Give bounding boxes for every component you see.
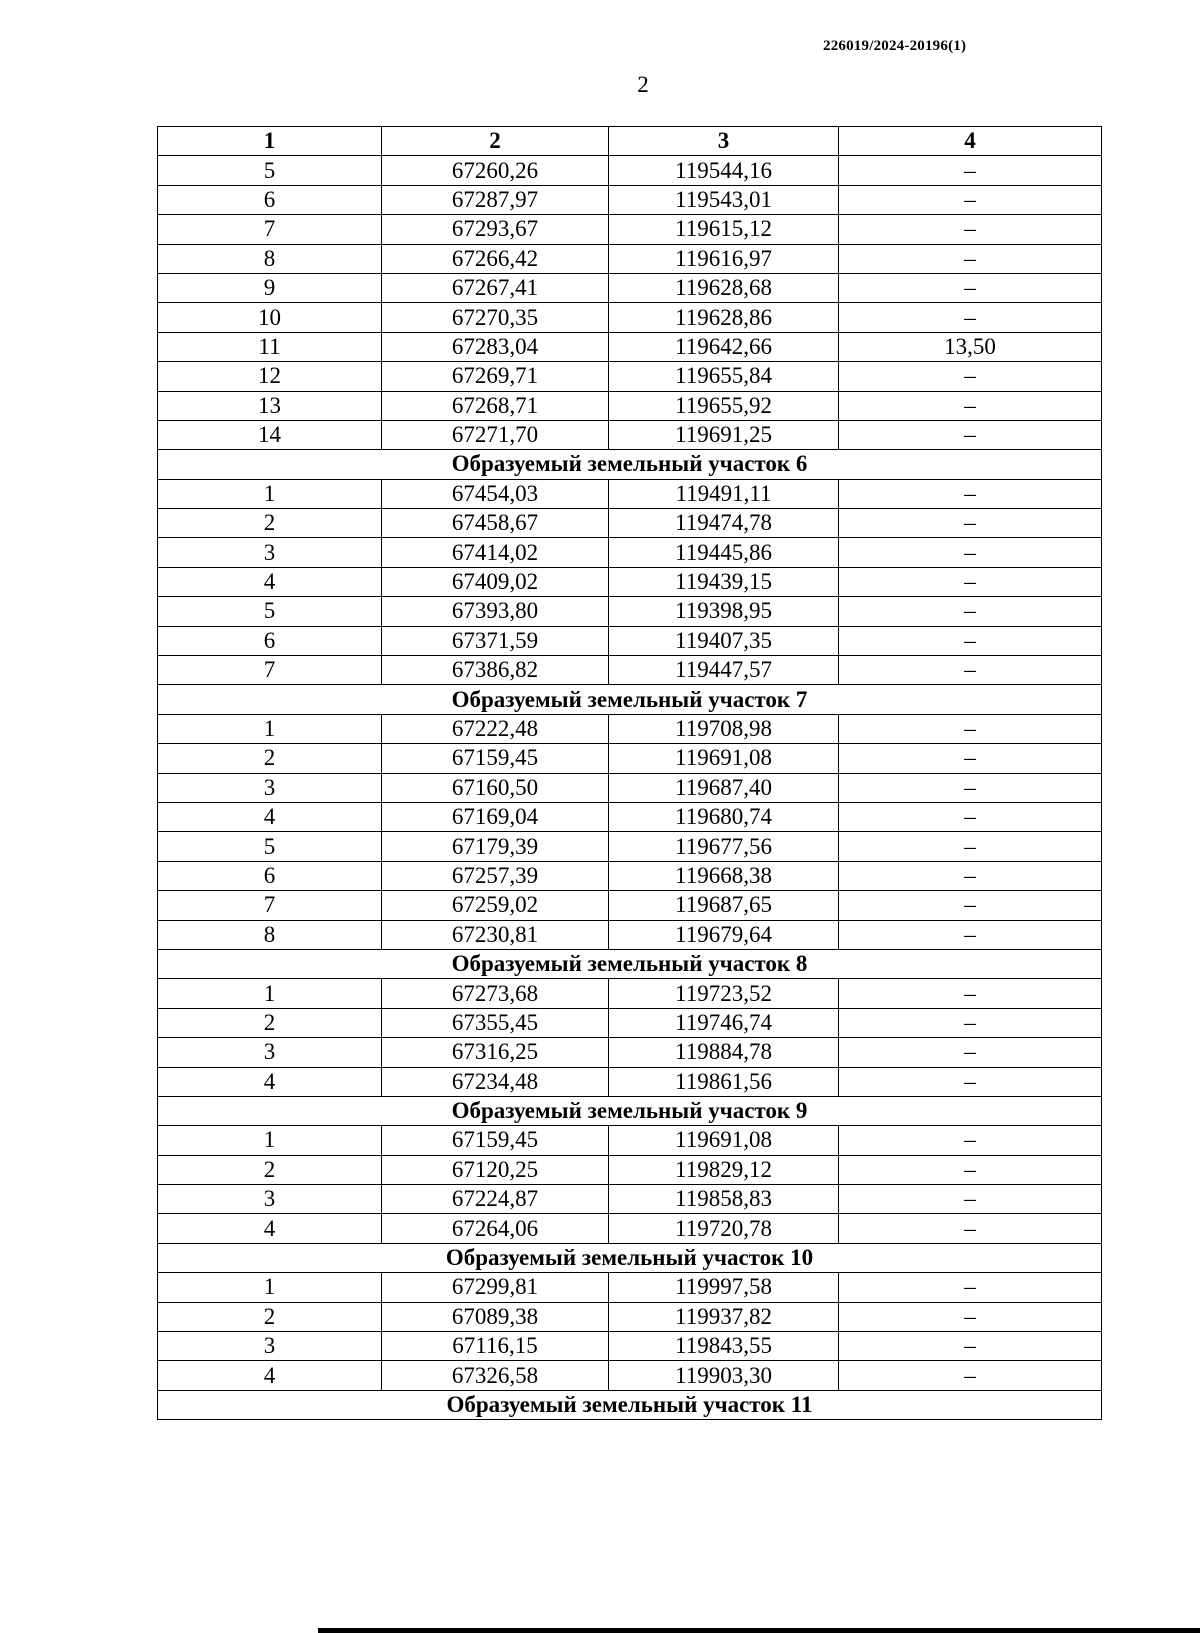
cell-extra: – (839, 1185, 1102, 1214)
cell-x-coordinate: 67268,71 (382, 391, 609, 420)
cell-extra: – (839, 920, 1102, 949)
table-row (158, 479, 1102, 508)
table-row (158, 185, 1102, 214)
table-row (158, 832, 1102, 861)
table-row (158, 1067, 1102, 1096)
cell-point-number: 4 (158, 567, 382, 596)
cell-point-number: 1 (158, 979, 382, 1008)
table-row (158, 156, 1102, 185)
cell-x-coordinate: 67316,25 (382, 1038, 609, 1067)
cell-y-coordinate: 119616,97 (609, 244, 839, 273)
table-row (158, 567, 1102, 596)
cell-extra: – (839, 861, 1102, 890)
column-header-extra: 4 (839, 127, 1102, 156)
cell-y-coordinate: 119723,52 (609, 979, 839, 1008)
table-row (158, 362, 1102, 391)
cell-x-coordinate: 67458,67 (382, 509, 609, 538)
cell-extra: – (839, 244, 1102, 273)
table-row (158, 391, 1102, 420)
cell-y-coordinate: 119903,30 (609, 1361, 839, 1390)
cell-extra: 13,50 (839, 332, 1102, 361)
cell-extra: – (839, 597, 1102, 626)
table-row (158, 215, 1102, 244)
cell-x-coordinate: 67293,67 (382, 215, 609, 244)
cell-y-coordinate: 119843,55 (609, 1332, 839, 1361)
cell-x-coordinate: 67287,97 (382, 185, 609, 214)
cell-x-coordinate: 67259,02 (382, 891, 609, 920)
cell-point-number: 1 (158, 1126, 382, 1155)
cell-y-coordinate: 119937,82 (609, 1302, 839, 1331)
cell-extra: – (839, 1038, 1102, 1067)
table-header-row (158, 127, 1102, 156)
cell-y-coordinate: 119668,38 (609, 861, 839, 890)
cell-x-coordinate: 67371,59 (382, 626, 609, 655)
cell-x-coordinate: 67222,48 (382, 714, 609, 743)
cell-x-coordinate: 67230,81 (382, 920, 609, 949)
cell-point-number: 4 (158, 1361, 382, 1390)
table-row (158, 920, 1102, 949)
cell-extra: – (839, 891, 1102, 920)
cell-y-coordinate: 119687,40 (609, 773, 839, 802)
table-row (158, 1155, 1102, 1184)
section-title: Образуемый земельный участок 7 (158, 685, 1102, 714)
cell-x-coordinate: 67234,48 (382, 1067, 609, 1096)
table-body (158, 156, 1102, 1420)
cell-point-number: 4 (158, 1067, 382, 1096)
cell-x-coordinate: 67260,26 (382, 156, 609, 185)
table-row (158, 773, 1102, 802)
cell-extra: – (839, 1067, 1102, 1096)
cell-x-coordinate: 67269,71 (382, 362, 609, 391)
cell-extra: – (839, 185, 1102, 214)
cell-y-coordinate: 119829,12 (609, 1155, 839, 1184)
column-header-x: 2 (382, 127, 609, 156)
section-row (158, 1096, 1102, 1125)
table-row (158, 509, 1102, 538)
cell-point-number: 5 (158, 832, 382, 861)
cell-extra: – (839, 1126, 1102, 1155)
section-title: Образуемый земельный участок 11 (158, 1390, 1102, 1419)
cell-x-coordinate: 67414,02 (382, 538, 609, 567)
section-title: Образуемый земельный участок 9 (158, 1096, 1102, 1125)
cell-x-coordinate: 67271,70 (382, 420, 609, 449)
cell-point-number: 13 (158, 391, 382, 420)
cell-point-number: 2 (158, 509, 382, 538)
cell-x-coordinate: 67089,38 (382, 1302, 609, 1331)
cell-x-coordinate: 67179,39 (382, 832, 609, 861)
cell-extra: – (839, 567, 1102, 596)
cell-extra: – (839, 538, 1102, 567)
cell-y-coordinate: 119642,66 (609, 332, 839, 361)
cell-extra: – (839, 215, 1102, 244)
cell-y-coordinate: 119884,78 (609, 1038, 839, 1067)
cell-point-number: 3 (158, 773, 382, 802)
cell-x-coordinate: 67169,04 (382, 802, 609, 831)
section-title: Образуемый земельный участок 6 (158, 450, 1102, 479)
cell-y-coordinate: 119543,01 (609, 185, 839, 214)
table-row (158, 597, 1102, 626)
cell-y-coordinate: 119680,74 (609, 802, 839, 831)
cell-y-coordinate: 119691,08 (609, 1126, 839, 1155)
cell-x-coordinate: 67120,25 (382, 1155, 609, 1184)
document-id: 226019/2024-20196(1) (823, 38, 967, 54)
table-row (158, 861, 1102, 890)
cell-x-coordinate: 67224,87 (382, 1185, 609, 1214)
cell-point-number: 10 (158, 303, 382, 332)
cell-y-coordinate: 119447,57 (609, 656, 839, 685)
cell-x-coordinate: 67326,58 (382, 1361, 609, 1390)
cell-extra: – (839, 362, 1102, 391)
cell-point-number: 14 (158, 420, 382, 449)
cell-y-coordinate: 119628,86 (609, 303, 839, 332)
cell-point-number: 9 (158, 273, 382, 302)
section-row (158, 1243, 1102, 1272)
cell-y-coordinate: 119474,78 (609, 509, 839, 538)
cell-x-coordinate: 67386,82 (382, 656, 609, 685)
cell-x-coordinate: 67257,39 (382, 861, 609, 890)
cell-point-number: 6 (158, 861, 382, 890)
cell-y-coordinate: 119687,65 (609, 891, 839, 920)
cell-x-coordinate: 67270,35 (382, 303, 609, 332)
cell-extra: – (839, 773, 1102, 802)
cell-x-coordinate: 67283,04 (382, 332, 609, 361)
cell-point-number: 3 (158, 538, 382, 567)
cell-x-coordinate: 67355,45 (382, 1008, 609, 1037)
cell-point-number: 8 (158, 920, 382, 949)
table-row (158, 656, 1102, 685)
table-row (158, 979, 1102, 1008)
table-row (158, 1302, 1102, 1331)
cell-x-coordinate: 67159,45 (382, 744, 609, 773)
cell-y-coordinate: 119746,74 (609, 1008, 839, 1037)
cell-extra: – (839, 420, 1102, 449)
cell-y-coordinate: 119720,78 (609, 1214, 839, 1243)
cell-point-number: 1 (158, 1273, 382, 1302)
cell-x-coordinate: 67160,50 (382, 773, 609, 802)
cell-extra: – (839, 1361, 1102, 1390)
table-row (158, 273, 1102, 302)
cell-extra: – (839, 303, 1102, 332)
page-number: 2 (637, 72, 649, 97)
cell-extra: – (839, 1332, 1102, 1361)
cell-point-number: 2 (158, 744, 382, 773)
table-row (158, 1332, 1102, 1361)
cell-extra: – (839, 1214, 1102, 1243)
table-row (158, 1273, 1102, 1302)
section-row (158, 450, 1102, 479)
cell-extra: – (839, 656, 1102, 685)
cell-extra: – (839, 273, 1102, 302)
cell-extra: – (839, 802, 1102, 831)
table-row (158, 744, 1102, 773)
cell-y-coordinate: 119407,35 (609, 626, 839, 655)
cell-point-number: 4 (158, 1214, 382, 1243)
cell-point-number: 3 (158, 1038, 382, 1067)
cell-y-coordinate: 119445,86 (609, 538, 839, 567)
cell-x-coordinate: 67267,41 (382, 273, 609, 302)
table-row (158, 891, 1102, 920)
cell-y-coordinate: 119691,25 (609, 420, 839, 449)
cell-point-number: 3 (158, 1332, 382, 1361)
table-row (158, 420, 1102, 449)
table-row (158, 626, 1102, 655)
cell-point-number: 8 (158, 244, 382, 273)
cell-y-coordinate: 119861,56 (609, 1067, 839, 1096)
cell-x-coordinate: 67116,15 (382, 1332, 609, 1361)
cell-point-number: 6 (158, 185, 382, 214)
cell-y-coordinate: 119708,98 (609, 714, 839, 743)
cell-x-coordinate: 67454,03 (382, 479, 609, 508)
cell-x-coordinate: 67273,68 (382, 979, 609, 1008)
table-row (158, 538, 1102, 567)
section-row (158, 1390, 1102, 1419)
cell-point-number: 5 (158, 597, 382, 626)
cell-extra: – (839, 714, 1102, 743)
cell-extra: – (839, 1155, 1102, 1184)
cell-point-number: 5 (158, 156, 382, 185)
cell-y-coordinate: 119544,16 (609, 156, 839, 185)
table-row (158, 303, 1102, 332)
cell-point-number: 3 (158, 1185, 382, 1214)
cell-y-coordinate: 119615,12 (609, 215, 839, 244)
cell-y-coordinate: 119491,11 (609, 479, 839, 508)
table-row (158, 802, 1102, 831)
cell-x-coordinate: 67299,81 (382, 1273, 609, 1302)
section-row (158, 949, 1102, 978)
coordinates-table (157, 126, 1102, 1420)
scan-edge-line (318, 1628, 1200, 1633)
cell-point-number: 7 (158, 656, 382, 685)
cell-point-number: 6 (158, 626, 382, 655)
cell-x-coordinate: 67266,42 (382, 244, 609, 273)
table-row (158, 1008, 1102, 1037)
cell-y-coordinate: 119677,56 (609, 832, 839, 861)
cell-point-number: 2 (158, 1155, 382, 1184)
cell-x-coordinate: 67393,80 (382, 597, 609, 626)
section-title: Образуемый земельный участок 8 (158, 949, 1102, 978)
cell-point-number: 7 (158, 891, 382, 920)
cell-extra: – (839, 1008, 1102, 1037)
cell-point-number: 2 (158, 1302, 382, 1331)
cell-point-number: 1 (158, 714, 382, 743)
cell-y-coordinate: 119655,92 (609, 391, 839, 420)
cell-point-number: 11 (158, 332, 382, 361)
cell-y-coordinate: 119439,15 (609, 567, 839, 596)
table-row (158, 244, 1102, 273)
table-row (158, 714, 1102, 743)
table-row (158, 332, 1102, 361)
cell-point-number: 7 (158, 215, 382, 244)
cell-y-coordinate: 119679,64 (609, 920, 839, 949)
table-row (158, 1361, 1102, 1390)
column-header-y: 3 (609, 127, 839, 156)
cell-extra: – (839, 832, 1102, 861)
table-row (158, 1214, 1102, 1243)
cell-extra: – (839, 744, 1102, 773)
cell-extra: – (839, 979, 1102, 1008)
cell-x-coordinate: 67159,45 (382, 1126, 609, 1155)
cell-extra: – (839, 156, 1102, 185)
cell-y-coordinate: 119691,08 (609, 744, 839, 773)
table-row (158, 1038, 1102, 1067)
cell-extra: – (839, 391, 1102, 420)
cell-extra: – (839, 479, 1102, 508)
cell-y-coordinate: 119997,58 (609, 1273, 839, 1302)
section-title: Образуемый земельный участок 10 (158, 1243, 1102, 1272)
cell-extra: – (839, 1273, 1102, 1302)
cell-y-coordinate: 119628,68 (609, 273, 839, 302)
cell-point-number: 12 (158, 362, 382, 391)
cell-extra: – (839, 1302, 1102, 1331)
table-row (158, 1185, 1102, 1214)
cell-point-number: 2 (158, 1008, 382, 1037)
cell-y-coordinate: 119655,84 (609, 362, 839, 391)
cell-x-coordinate: 67264,06 (382, 1214, 609, 1243)
cell-point-number: 4 (158, 802, 382, 831)
cell-extra: – (839, 509, 1102, 538)
cell-y-coordinate: 119858,83 (609, 1185, 839, 1214)
column-header-point: 1 (158, 127, 382, 156)
cell-extra: – (839, 626, 1102, 655)
section-row (158, 685, 1102, 714)
cell-x-coordinate: 67409,02 (382, 567, 609, 596)
table-row (158, 1126, 1102, 1155)
cell-point-number: 1 (158, 479, 382, 508)
cell-y-coordinate: 119398,95 (609, 597, 839, 626)
